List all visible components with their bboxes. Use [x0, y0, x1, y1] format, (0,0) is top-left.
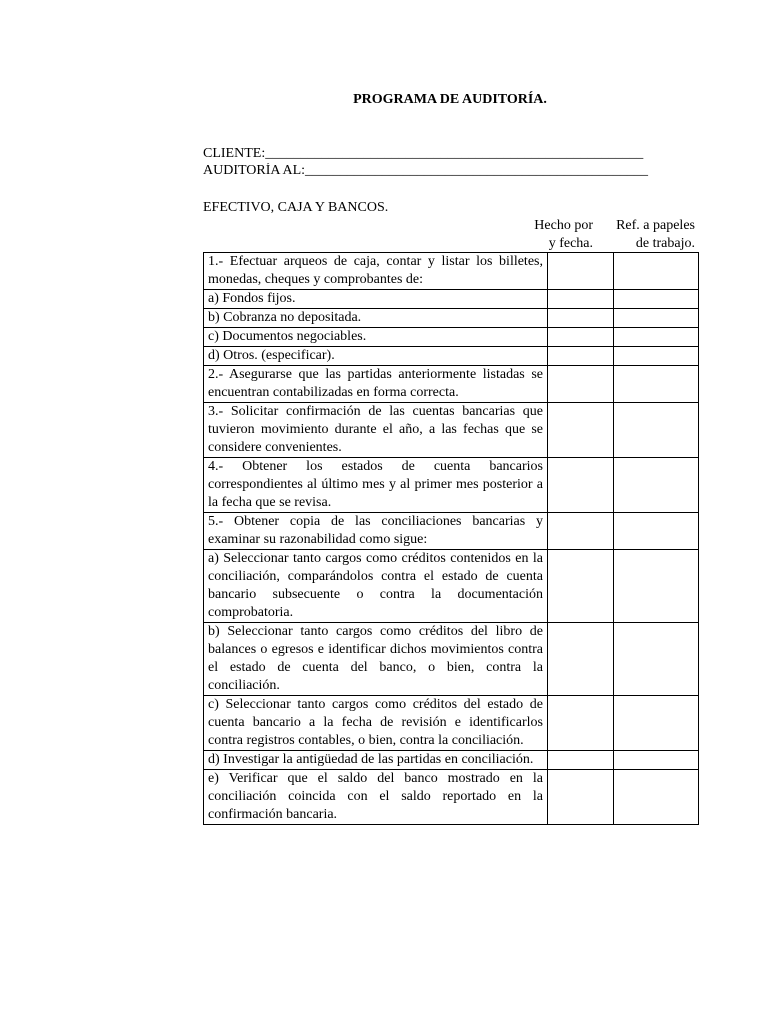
- table-row: [204, 696, 699, 751]
- audit-step-text: b) Cobranza no depositada.: [204, 309, 548, 328]
- table-row: [204, 623, 699, 696]
- table-row: [204, 290, 699, 309]
- table-row: [204, 328, 699, 347]
- work-paper-ref-cell[interactable]: [614, 696, 699, 751]
- table-row: [204, 253, 699, 290]
- table-row: [204, 458, 699, 513]
- column-header-reference-line2: de trabajo.: [635, 235, 695, 251]
- audit-table-body: [204, 253, 699, 825]
- client-field: CLIENTE:______________________________________________________: [203, 146, 644, 161]
- audit-step-text: 1.- Efectuar arqueos de caja, contar y listar los billetes, monedas, cheques y comprobantes de:: [204, 253, 548, 290]
- column-header-reference: [603, 217, 695, 252]
- audit-step-text: 5.- Obtener copia de las conciliaciones bancarias y examinar su razonabilidad como sigue:: [204, 513, 548, 550]
- done-by-cell[interactable]: [548, 696, 614, 751]
- done-by-cell[interactable]: [548, 458, 614, 513]
- table-row: [204, 751, 699, 770]
- work-paper-ref-cell[interactable]: [614, 550, 699, 623]
- column-header-done-by-line2: y fecha.: [548, 235, 593, 251]
- table-row: [204, 347, 699, 366]
- done-by-cell[interactable]: [548, 328, 614, 347]
- audit-step-text: e) Verificar que el saldo del banco mostrado en la conciliación coincida con el saldo reportado en la confirmación bancaria.: [204, 770, 548, 825]
- audit-step-text: a) Seleccionar tanto cargos como créditos contenidos en la conciliación, comparándolos contra el estado de cuenta bancario subsecuente o contra la documentación comprobatoria.: [204, 550, 548, 623]
- work-paper-ref-cell[interactable]: [614, 770, 699, 825]
- work-paper-ref-cell[interactable]: [614, 623, 699, 696]
- work-paper-ref-cell[interactable]: [614, 253, 699, 290]
- audit-step-text: c) Seleccionar tanto cargos como créditos del estado de cuenta bancario a la fecha de revisión e identificarlos contra registros contables, o bien, contra la conciliación.: [204, 696, 548, 751]
- table-row: [204, 770, 699, 825]
- work-paper-ref-cell[interactable]: [614, 328, 699, 347]
- done-by-cell[interactable]: [548, 366, 614, 403]
- audit-date-field: AUDITORÍA AL:_________________________________________________: [203, 163, 649, 178]
- done-by-cell[interactable]: [548, 623, 614, 696]
- work-paper-ref-cell[interactable]: [614, 751, 699, 770]
- audit-step-text: b) Seleccionar tanto cargos como créditos del libro de balances o egresos e identificar dichos movimientos contra el estado de cuenta del banco, o bien, contra la conciliación.: [204, 623, 548, 696]
- done-by-cell[interactable]: [548, 253, 614, 290]
- done-by-cell[interactable]: [548, 751, 614, 770]
- done-by-cell[interactable]: [548, 403, 614, 458]
- audit-step-text: 3.- Solicitar confirmación de las cuentas bancarias que tuvieron movimiento durante el año, a las fechas que se considere convenientes.: [204, 403, 548, 458]
- table-row: [204, 403, 699, 458]
- work-paper-ref-cell[interactable]: [614, 309, 699, 328]
- section-heading: EFECTIVO, CAJA Y BANCOS.: [203, 200, 389, 215]
- audit-program-table: [203, 252, 699, 825]
- table-row: [204, 550, 699, 623]
- column-header-done-by-line1: Hecho por: [534, 218, 593, 233]
- work-paper-ref-cell[interactable]: [614, 513, 699, 550]
- work-paper-ref-cell[interactable]: [614, 366, 699, 403]
- work-paper-ref-cell[interactable]: [614, 347, 699, 366]
- work-paper-ref-cell[interactable]: [614, 458, 699, 513]
- audit-step-text: 2.- Asegurarse que las partidas anteriormente listadas se encuentran contabilizadas en forma correcta.: [204, 366, 548, 403]
- table-row: [204, 366, 699, 403]
- audit-step-text: 4.- Obtener los estados de cuenta bancarios correspondientes al último mes y al primer mes posterior a la fecha que se revisa.: [204, 458, 548, 513]
- work-paper-ref-cell[interactable]: [614, 403, 699, 458]
- audit-step-text: d) Investigar la antigüedad de las partidas en conciliación.: [204, 751, 548, 770]
- audit-step-text: c) Documentos negociables.: [204, 328, 548, 347]
- done-by-cell[interactable]: [548, 770, 614, 825]
- done-by-cell[interactable]: [548, 290, 614, 309]
- table-row: [204, 513, 699, 550]
- audit-step-text: d) Otros. (especificar).: [204, 347, 548, 366]
- done-by-cell[interactable]: [548, 347, 614, 366]
- page-title: PROGRAMA DE AUDITORÍA.: [353, 92, 547, 107]
- done-by-cell[interactable]: [548, 513, 614, 550]
- table-row: [204, 309, 699, 328]
- done-by-cell[interactable]: [548, 309, 614, 328]
- work-paper-ref-cell[interactable]: [614, 290, 699, 309]
- column-header-reference-line1: Ref. a papeles: [616, 218, 695, 233]
- done-by-cell[interactable]: [548, 550, 614, 623]
- column-header-done-by: [520, 217, 593, 252]
- audit-step-text: a) Fondos fijos.: [204, 290, 548, 309]
